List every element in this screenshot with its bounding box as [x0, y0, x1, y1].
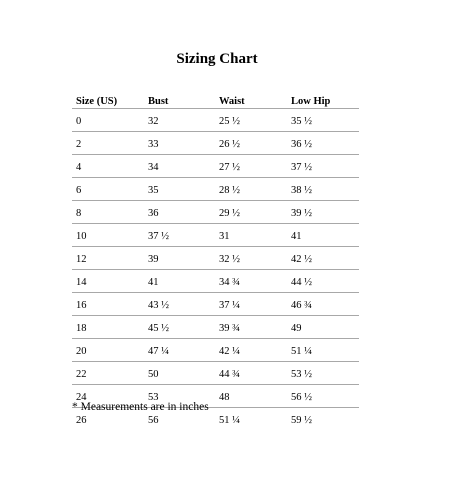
cell-waist: 32 ½	[215, 247, 287, 270]
cell-low-hip: 41	[287, 224, 359, 247]
cell-low-hip: 59 ½	[291, 415, 312, 426]
cell-waist: 28 ½	[215, 178, 287, 201]
cell-size: 4	[72, 155, 144, 178]
cell-low-hip: 51 ¼	[287, 339, 359, 362]
cell-waist: 44 ¾	[215, 362, 287, 385]
cell-bust: 36	[144, 201, 215, 224]
cell-bust: 35	[144, 178, 215, 201]
cell-size: 10	[72, 224, 144, 247]
table-body	[72, 109, 359, 431]
cell-size: 20	[72, 339, 144, 362]
table-row	[72, 247, 359, 270]
page-title: Sizing Chart	[176, 51, 258, 67]
cell-waist: 51 ¼	[219, 415, 240, 426]
cell-bust: 43 ½	[144, 293, 215, 316]
cell-waist: 29 ½	[215, 201, 287, 224]
cell-waist: 39 ¾	[215, 316, 287, 339]
cell-bust: 53	[144, 385, 215, 408]
cell-bust: 32	[144, 109, 215, 132]
cell-low-hip: 42 ½	[287, 247, 359, 270]
cell-waist: 42 ¼	[215, 339, 287, 362]
cell-low-hip: 46 ¾	[287, 293, 359, 316]
cell-size: 8	[72, 201, 144, 224]
cell-size: 2	[72, 132, 144, 155]
table-row	[72, 316, 359, 339]
cell-waist: 37 ¼	[215, 293, 287, 316]
column-header-waist: Waist	[215, 92, 287, 109]
cell-bust: 34	[144, 155, 215, 178]
cell-bust: 33	[144, 132, 215, 155]
cell-bust: 56	[148, 415, 159, 426]
table-row	[72, 339, 359, 362]
cell-bust: 47 ¼	[144, 339, 215, 362]
cell-waist: 26 ½	[215, 132, 287, 155]
cell-waist: 34 ¾	[215, 270, 287, 293]
cell-low-hip: 35 ½	[287, 109, 359, 132]
cell-size: 26	[76, 415, 87, 426]
cell-low-hip: 38 ½	[287, 178, 359, 201]
table-row	[72, 224, 359, 247]
cell-low-hip: 44 ½	[287, 270, 359, 293]
cell-size: 0	[72, 109, 144, 132]
table-header-row	[72, 92, 359, 109]
table-row	[72, 155, 359, 178]
cell-waist: 31	[215, 224, 287, 247]
cell-low-hip: 53 ½	[287, 362, 359, 385]
cell-bust: 37 ½	[144, 224, 215, 247]
cell-size: 18	[72, 316, 144, 339]
table-row	[72, 132, 359, 155]
cell-size: 24	[72, 385, 144, 408]
column-header-size: Size (US)	[72, 92, 144, 109]
cell-size: 6	[72, 178, 144, 201]
column-header-bust: Bust	[144, 92, 215, 109]
cell-bust: 39	[144, 247, 215, 270]
table-row	[72, 293, 359, 316]
cell-size: 14	[72, 270, 144, 293]
cell-low-hip: 49	[287, 316, 359, 339]
cell-size: 12	[72, 247, 144, 270]
table-row	[72, 201, 359, 224]
cell-waist: 25 ½	[215, 109, 287, 132]
footnote: * Measurements are in inches	[72, 401, 209, 413]
cell-waist: 27 ½	[215, 155, 287, 178]
sizing-table	[72, 92, 359, 430]
table-row	[72, 178, 359, 201]
cell-low-hip: 39 ½	[287, 201, 359, 224]
cell-low-hip: 36 ½	[287, 132, 359, 155]
cell-low-hip: 56 ½	[287, 385, 359, 408]
column-header-low-hip: Low Hip	[287, 92, 359, 109]
table-row	[72, 270, 359, 293]
cell-bust: 50	[144, 362, 215, 385]
cell-waist: 48	[215, 385, 287, 408]
cell-size: 16	[72, 293, 144, 316]
cell-low-hip: 37 ½	[287, 155, 359, 178]
table-row	[72, 109, 359, 132]
cell-size: 22	[72, 362, 144, 385]
cell-bust: 45 ½	[144, 316, 215, 339]
table-row	[72, 362, 359, 385]
cell-bust: 41	[144, 270, 215, 293]
